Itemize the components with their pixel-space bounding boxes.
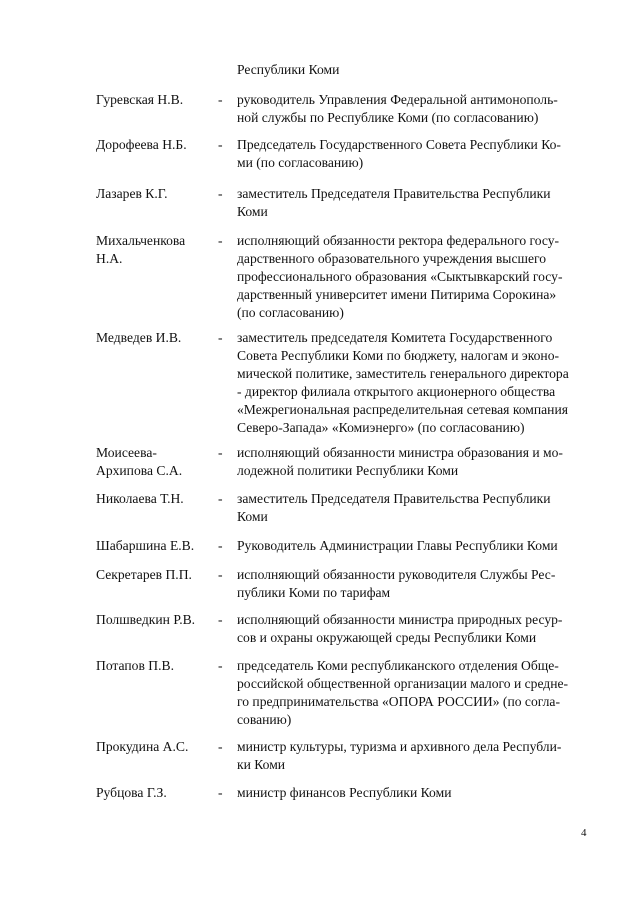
- position-description: министр культуры, туризма и архивного дела Республи- ки Коми: [237, 739, 562, 772]
- position-description: исполняющий обязанности министра образования и мо- лодежной политики Республики Коми: [237, 445, 563, 478]
- person-name: Секретарев П.П.: [96, 567, 192, 582]
- dash-separator: -: [218, 567, 223, 582]
- continuation-text: Республики Коми: [237, 62, 340, 77]
- dash-separator: -: [218, 445, 223, 460]
- person-name: Шабаршина Е.В.: [96, 538, 195, 553]
- person-name: Дорофеева Н.Б.: [96, 137, 187, 152]
- dash-separator: -: [218, 538, 223, 553]
- dash-separator: -: [218, 137, 223, 152]
- position-description: заместитель Председателя Правительства Республики Коми: [237, 491, 551, 524]
- person-name: Моисеева- Архипова С.А.: [96, 445, 183, 478]
- dash-separator: -: [218, 612, 223, 627]
- position-description: исполняющий обязанности руководителя Службы Рес- публики Коми по тарифам: [237, 567, 556, 600]
- page-number: 4: [581, 827, 587, 839]
- position-description: исполняющий обязанности министра природных ресур- сов и охраны окружающей среды Республики Коми: [237, 612, 563, 645]
- dash-separator: -: [218, 330, 223, 345]
- person-name: Гуревская Н.В.: [96, 92, 184, 107]
- position-description: Руководитель Администрации Главы Республики Коми: [237, 538, 558, 553]
- person-name: Лазарев К.Г.: [96, 186, 168, 201]
- person-name: Рубцова Г.З.: [96, 785, 167, 800]
- position-description: Председатель Государственного Совета Республики Ко- ми (по согласованию): [237, 137, 561, 170]
- dash-separator: -: [218, 658, 223, 673]
- dash-separator: -: [218, 739, 223, 754]
- person-name: Николаева Т.Н.: [96, 491, 184, 506]
- dash-separator: -: [218, 785, 223, 800]
- person-name: Михальченкова Н.А.: [96, 233, 186, 266]
- position-description: руководитель Управления Федеральной антимонополь- ной службы по Республике Коми (по согласованию): [237, 92, 558, 125]
- dash-separator: -: [218, 233, 223, 248]
- person-name: Медведев И.В.: [96, 330, 182, 345]
- position-description: заместитель Председателя Правительства Республики Коми: [237, 186, 551, 219]
- person-name: Полшведкин Р.В.: [96, 612, 196, 627]
- dash-separator: -: [218, 92, 223, 107]
- person-name: Потапов П.В.: [96, 658, 174, 673]
- position-description: исполняющий обязанности ректора федерального госу- дарственного образовательного учреждения высшего профессионального образования «Сыктывкарский госу- дарственный университет имени Питирима Сорокина» (по согласованию): [237, 233, 563, 320]
- dash-separator: -: [218, 186, 223, 201]
- person-name: Прокудина А.С.: [96, 739, 189, 754]
- dash-separator: -: [218, 491, 223, 506]
- position-description: заместитель председателя Комитета Государственного Совета Республики Коми по бюджету, налогам и эконо- мической политике, заместитель генерального директора - директор филиала открытого акционерного общества «Межрегиональная распределительная сетевая компания Северо-Запада» «Комиэнерго» (по согласованию): [237, 330, 569, 435]
- position-description: министр финансов Республики Коми: [237, 785, 452, 800]
- position-description: председатель Коми республиканского отделения Обще- российской общественной организации малого и средне- го предпринимательства «ОПОРА РОССИИ» (по согла- сованию): [237, 658, 569, 727]
